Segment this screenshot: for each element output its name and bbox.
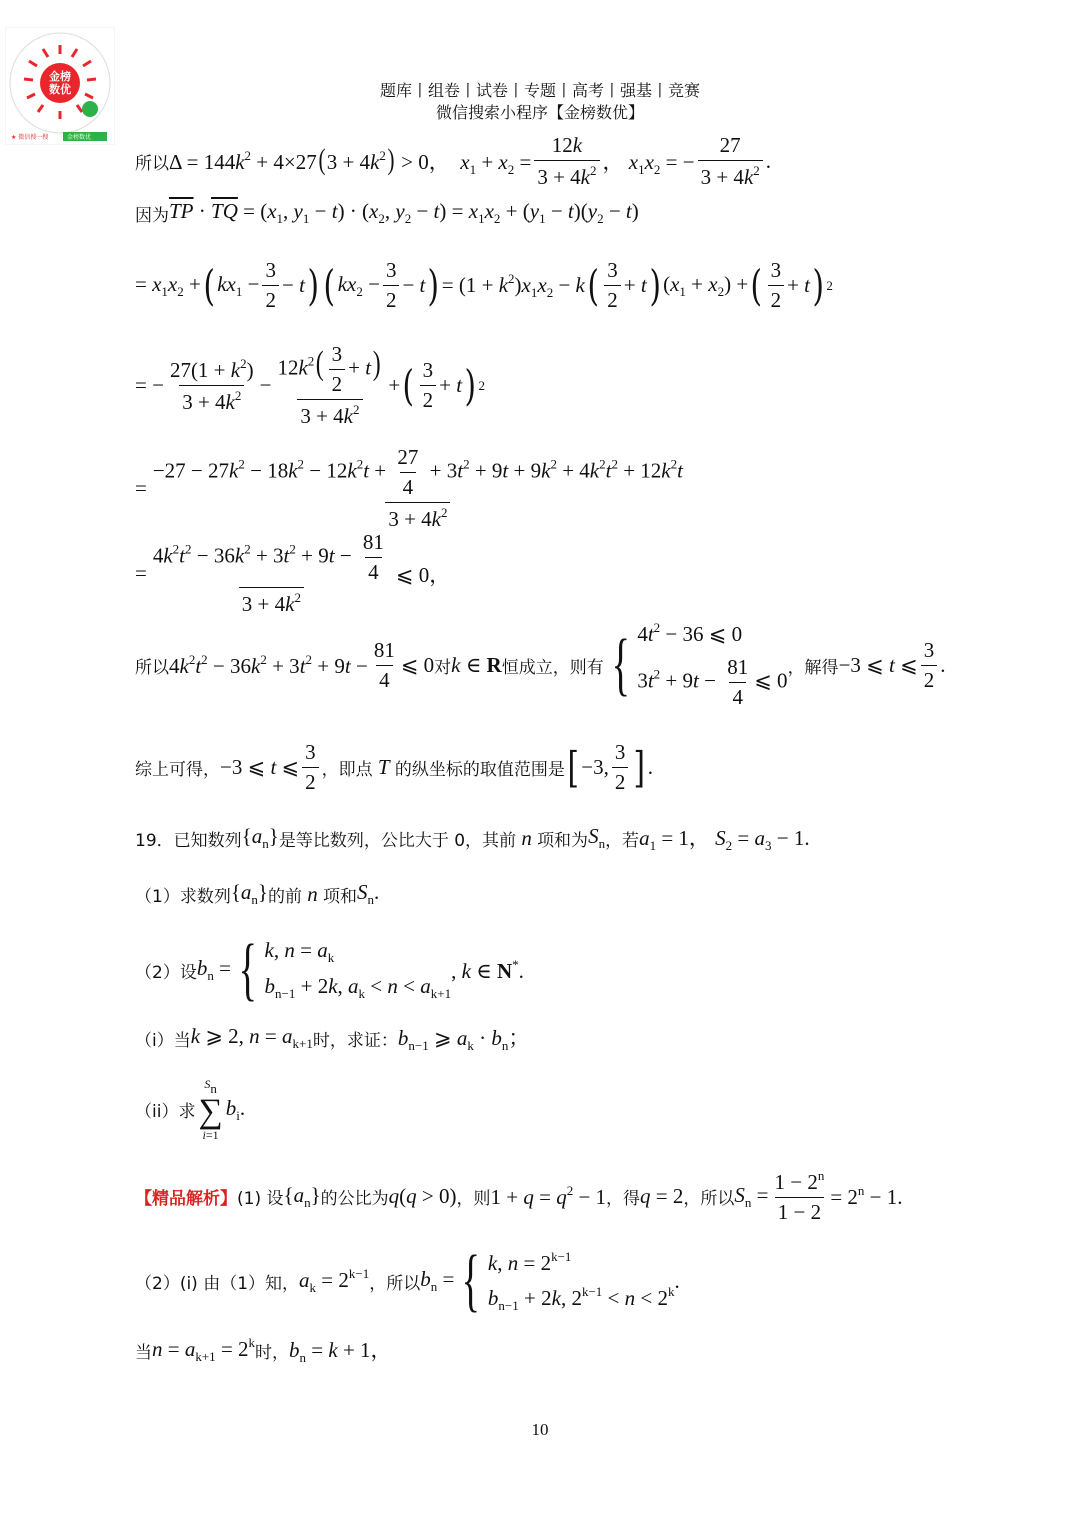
solution-part-2: （2）(i) 由（1）知， $a_k = 2^{k-1}$ ，所以 $b_n$ = { k, $n = 2^{k-1}$ $b_{n-1} + 2k$, $2^{k-1} < n < 2^k$ . <box>135 1242 680 1319</box>
svg-text:金榜数优: 金榜数优 <box>67 134 92 141</box>
text-fragment: （2）设 <box>135 962 197 983</box>
text-fragment: 时， <box>255 1342 290 1363</box>
question-19-part-2-ii: （ii）求 Sn ∑ i=1 $b_i$. <box>135 1077 246 1142</box>
header-line2: 微信搜索小程序【金榜数优】 <box>435 103 644 122</box>
text-fragment: 因为 <box>135 205 169 226</box>
text-fragment: 项和 <box>323 886 358 907</box>
formula-line-5: = $-27 - 27k^2 - 18k^2 - 12k^2t$ + $\frac{27}{4}$ + $3t^2 + 9t + 9k^2 + 4k^2t^2 + 12k^2t$ $3 + 4k^2$ <box>135 445 683 531</box>
solution-tag: 【精品解析】 <box>135 1189 237 1209</box>
text-fragment: 的纵坐标的取值范围是 <box>394 760 565 780</box>
text-fragment: 项和为 <box>537 830 589 851</box>
question-19: 19．已知数列 $\{a_n\}$ 是等比数列，公比大于 0，其前 n 项和为 $S_n$ ，若 $a_1 = 1$， $S_2 = a_3 - 1$. <box>135 824 810 853</box>
text-fragment: （2）(i) 由（1）知， <box>135 1273 300 1294</box>
text-fragment: 时，求证： <box>312 1030 398 1051</box>
formula-line-9: 综上可得， −3 ⩽ t ⩽ $\frac{3}{2}$ ，即点 T 的纵坐标的取值范围是 [ −3, $\frac{3}{2}$ ] . <box>135 740 653 794</box>
text-fragment: 所以 <box>135 154 169 174</box>
text-fragment: (1) 设 <box>237 1189 284 1209</box>
text-fragment: ，所以 <box>683 1189 735 1209</box>
page-header <box>0 80 1080 124</box>
page-number: 10 <box>531 1420 549 1439</box>
text-fragment: 的前 <box>268 886 303 907</box>
text-fragment: ，若 <box>605 830 640 851</box>
text-fragment: 对 <box>434 657 452 678</box>
text-fragment: （ii）求 <box>135 1102 196 1122</box>
header-line1: 题库丨组卷丨试卷丨专题丨高考丨强基丨竞赛 <box>379 81 700 100</box>
text-fragment: （i）当 <box>135 1030 191 1051</box>
solution-part-1: 【精品解析】 (1) 设 $\{a_n\}$ 的公比为 q(q > 0) ，则 $1 + q = q^2 - 1$ ，得 q = 2 ，所以 $S_n$ = $\frac{1 - 2^n}{1 - 2}$ = $2^n - 1$. <box>135 1168 903 1224</box>
text-fragment: ，解得 <box>787 657 839 678</box>
formula-line-8: 所以 $4k^2t^2 - 36k^2 + 3t^2 + 9t$ − $\frac{81}{4}$ ⩽ 0 对 k ∈ R 恒成立，则有 { $4t^2 - 36$ ⩽ 0 $3t^2 + 9t$ − $\frac{81}{4}$ ⩽ 0 ，解得 −3 ⩽ t ⩽ $\frac{3}{2}$ . <box>135 620 946 709</box>
text-fragment: （1）求数列 <box>135 886 231 907</box>
question-19-part-1: （1）求数列 $\{a_n\}$ 的前 n 项和 $S_n$. <box>135 880 380 907</box>
formula-line-4: = − $\frac{27(1 + k^2)}{3 + 4k^2}$ − $12k^2$( $\frac{3}{2}$ + t) $3 + 4k^2$ + ( $\frac{3}{2}$ + t ) 2 <box>135 342 485 428</box>
text-fragment: ，则 <box>456 1189 491 1209</box>
svg-text:★ 微信搜一搜: ★ 微信搜一搜 <box>11 134 49 141</box>
formula-line-1: 所以 $\Delta = 144k^2 + 4\times 27(3 + 4k^2) > 0$， $x_1 + x_2$ = $\frac{12k}{3 + 4k^2}$ ， $x_1x_2$ = − $\frac{27}{3 + 4k^2}$ . <box>135 133 772 189</box>
text-fragment: 是等比数列，公比大于 0，其前 <box>278 830 517 851</box>
question-19-part-2: （2）设 $b_n$ = { k, $n = a_k$ $b_{n-1} + 2k$, $a_k < n < a_{k+1}$ , k ∈ N*. <box>135 931 524 1008</box>
formula-line-6: = $4k^2t^2 - 36k^2 + 3t^2 + 9t$ − $\frac{81}{4}$ $3 + 4k^2$ ⩽ 0， <box>135 530 451 616</box>
text-fragment: 综上可得， <box>135 760 220 780</box>
text-fragment: 当 <box>135 1342 152 1363</box>
question-19-part-2-i: （i）当 k ⩾ 2, $n = a_{k+1}$ 时，求证： $b_{n-1}$ ⩾ $a_k \cdot b_n$； <box>135 1024 530 1053</box>
svg-text:数优: 数优 <box>49 83 71 96</box>
svg-text:金榜: 金榜 <box>49 70 71 83</box>
solution-part-3: 当 $n = a_{k+1} = 2^k$ 时， $b_n = k + 1$， <box>135 1335 392 1365</box>
text-fragment: ，即点 <box>321 760 373 780</box>
formula-line-3: = $x_1x_2$ + ( $kx_1$ − $\frac{3}{2}$ − t ) ( $kx_2$ − $\frac{3}{2}$ − t ) = $(1 + k^2)x_1x_2 - k$ ( $\frac{3}{2}$ + t ) $(x_1 + x_2)$ + ( $\frac{3}{2}$ + t ) 2 <box>135 258 833 312</box>
text-fragment: 的公比为 <box>320 1189 389 1209</box>
text-fragment: ，所以 <box>369 1273 421 1294</box>
text-fragment: 恒成立，则有 <box>501 657 604 678</box>
text-fragment: ，得 <box>606 1189 641 1209</box>
text-fragment: 19．已知数列 <box>135 830 242 851</box>
formula-line-2: 因为 $\overline{TP} \cdot \overline{TQ} = (x_1$, $y_1 - t) \cdot (x_2$, $y_2 - t) = x_1x_2 + (y_1 - t)(y_2 - t)$ <box>135 199 639 226</box>
text-fragment: 所以 <box>135 657 169 678</box>
